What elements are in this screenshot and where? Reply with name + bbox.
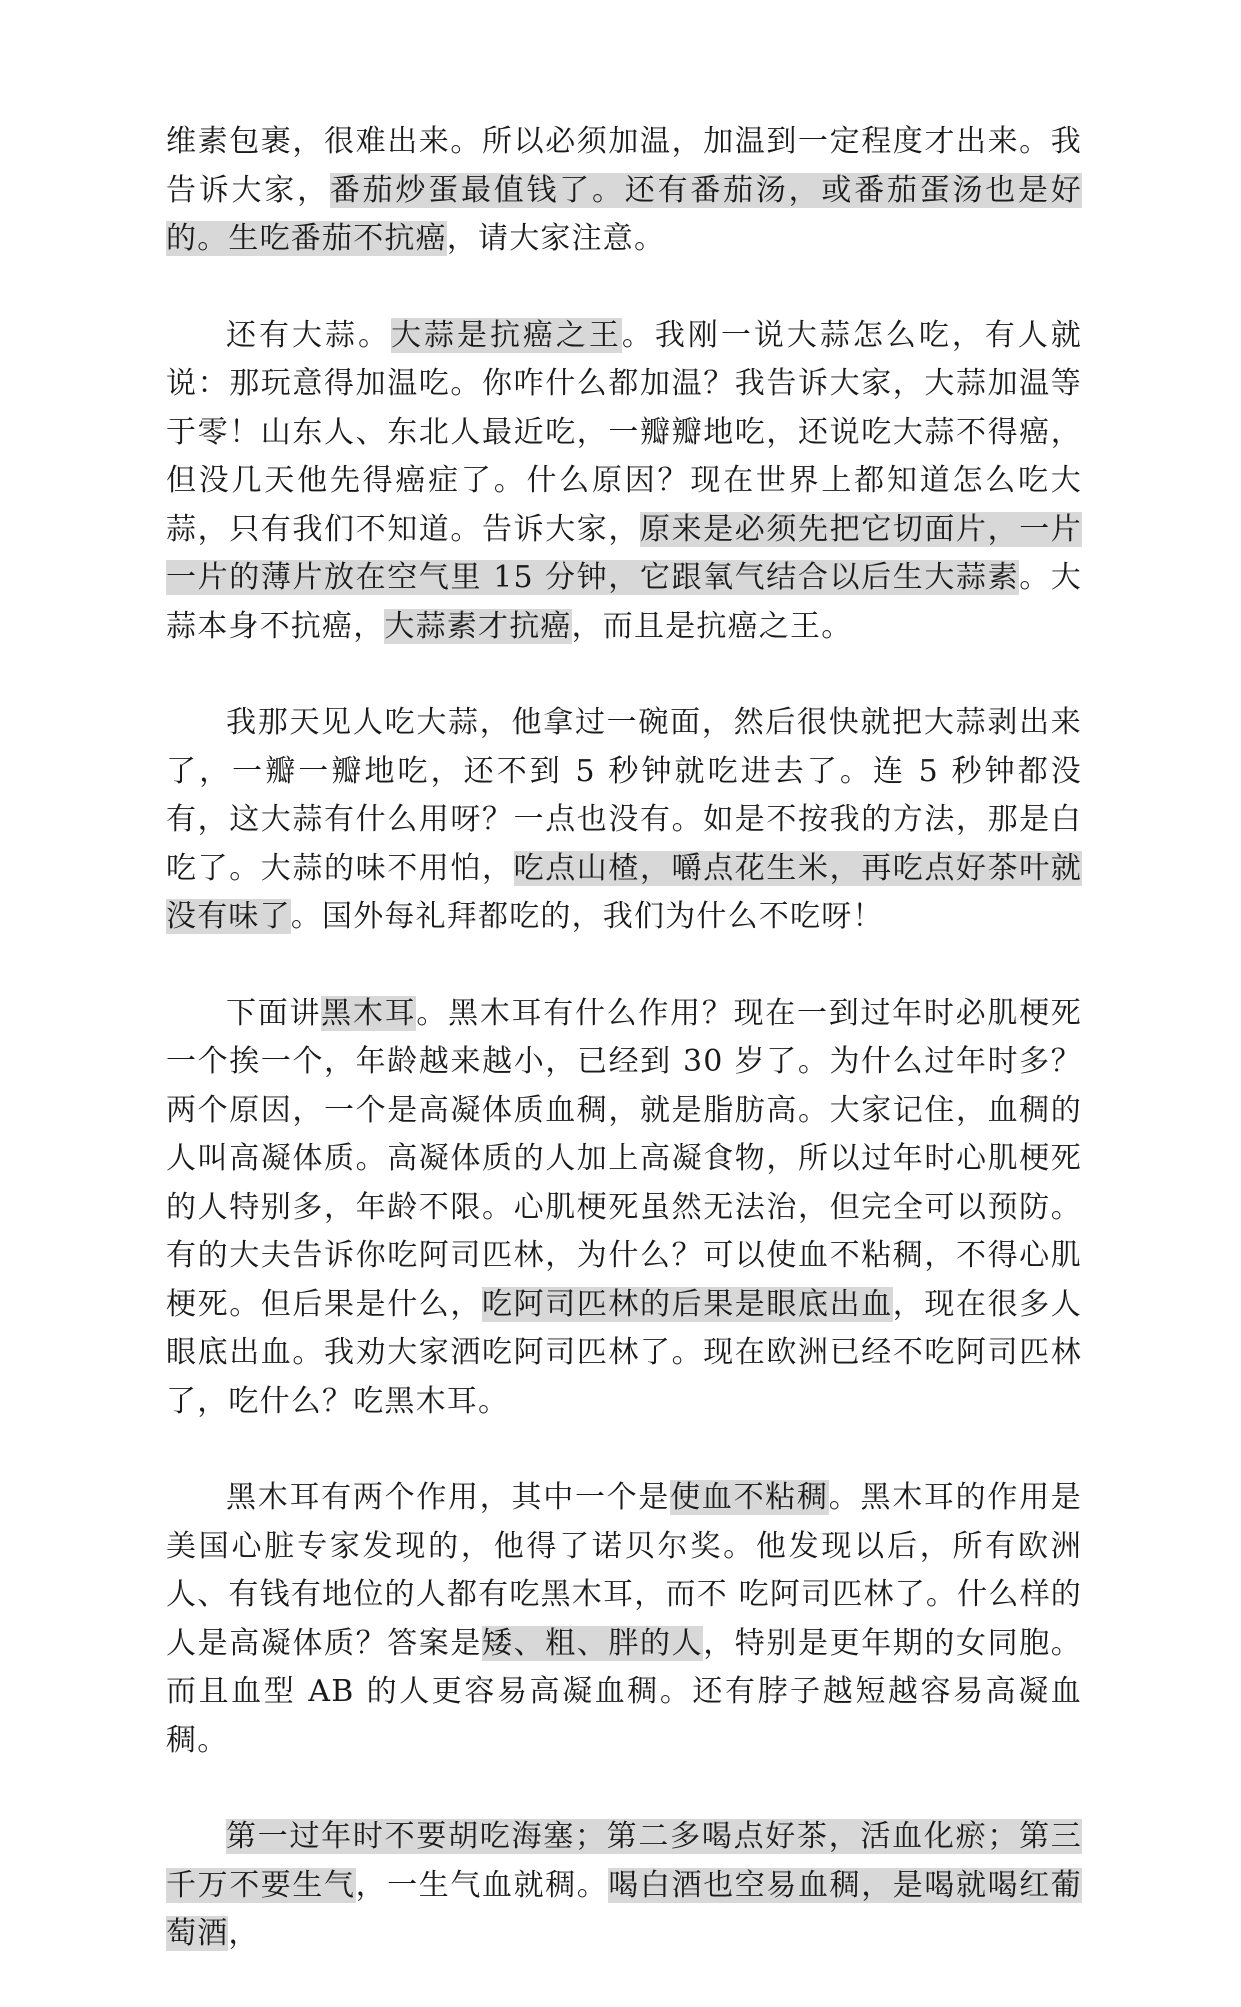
highlighted-text: 黑木耳 (321, 995, 417, 1031)
paragraph-garlic-eating (166, 699, 1082, 942)
paragraph-holiday-advice (166, 1813, 1082, 1959)
highlighted-text: 。还有番茄汤，或番茄蛋汤也是好的。 (166, 172, 1083, 256)
text-run: 。大蒜本身不抗癌， (166, 560, 1082, 644)
highlighted-text: 大蒜是抗癌之王 (390, 317, 622, 353)
text-run: 。黑木耳有什么作用？现在一到过年时必肌梗死一个挨一个，年龄越来越小，已经到 30 岁了。为什么过年时多？两个原因，一个是高凝体质血稠，就是脂肪高。大家记住，血稠的人叫高凝体质。高凝体质的人加上高凝食物，所以过年时心肌梗死的人特别多，年龄不限。心肌梗死虽然无法治，但完全可以预防。有的大夫告诉你吃阿司匹林，为什么？可以使血不粘稠，不得心肌梗死。但后果是什么， (166, 995, 1082, 1322)
text-run: ，而且是抗癌之王。 (571, 608, 853, 644)
paragraph-black-fungus (166, 990, 1082, 1427)
document-page (166, 118, 1082, 2007)
highlighted-text: 喝白酒也空易血稠，是喝就喝红葡萄酒 (166, 1867, 1082, 1951)
text-run: 下面讲 (226, 995, 322, 1031)
text-run: ，一生气血就稠。 (355, 1867, 609, 1903)
highlighted-text: 矮、粗、胖的人 (482, 1625, 704, 1661)
text-run: ，特别是更年期的女同胞。而且血型 AB 的人更容易高凝血稠。还有脖子越短越容易高凝血稠。 (166, 1625, 1082, 1758)
text-run: ，请大家注意。 (446, 221, 666, 256)
text-run: 。黑木耳的作用是美国心脏专家发现的，他得了诺贝尔奖。他发现以后，所有欧洲人、有钱有地位的人都有吃黑木耳，而不 吃阿司匹林了。什么样的人是高凝体质？答案是 (166, 1480, 1083, 1661)
text-run: 黑木耳有两个作用，其中一个是 (226, 1480, 671, 1515)
highlighted-text: 原来是必须先把它切面片，一片一片的薄片放在空气里 15 分钟，它跟氧气结合以后生大蒜素 (166, 511, 1082, 595)
highlighted-text: 第一过年时不要胡吃海塞；第二多喝点好茶，活血化瘀；第三千万不要生气 (166, 1819, 1082, 1903)
highlighted-text: 生吃番茄不抗癌 (228, 221, 447, 256)
text-run: ， (228, 1916, 260, 1951)
highlighted-text: 吃阿司匹林的后果是眼底出血 (482, 1286, 893, 1322)
paragraph-tomato (166, 118, 1082, 264)
highlighted-text: 使血不粘稠 (670, 1480, 829, 1515)
paragraph-black-fungus-effects (166, 1474, 1082, 1765)
text-run: 。国外每礼拜都吃的，我们为什么不吃呀！ (290, 899, 884, 934)
text-run: ，现在很多人眼底出血。我劝大家洒吃阿司匹林了。现在欧洲已经不吃阿司匹林了，吃什么？吃黑木耳。 (166, 1286, 1082, 1419)
highlighted-text: 番茄炒蛋最值钱了 (329, 172, 593, 208)
text-run: 我那天见人吃大蒜，他拿过一碗面，然后很快就把大蒜剥出来了，一瓣一瓣地吃，还不到 5 秒钟就吃进去了。连 5 秒钟都没有，这大蒜有什么用呀？一点也没有。如是不按我的方法，那是白吃了。大蒜的味不用怕， (166, 705, 1082, 886)
highlighted-text: 吃点山楂，嚼点花生米，再吃点好茶叶就没有味了 (166, 850, 1083, 934)
text-run: 维素包裹，很难出来。所以必须加温，加温到一定程度才出来。我告诉大家， (166, 124, 1082, 208)
highlighted-text: 大蒜素才抗癌 (384, 608, 572, 644)
text-run: 。我刚一说大蒜怎么吃，有人就说：那玩意得加温吃。你咋什么都加温？我告诉大家，大蒜加温等于零！山东人、东北人最近吃，一瓣瓣地吃，还说吃大蒜不得癌，但没几天他先得癌症了。什么原因？现在世界上都知道怎么吃大蒜，只有我们不知道。告诉大家， (166, 317, 1083, 547)
paragraph-garlic (166, 312, 1082, 652)
text-run: 还有大蒜。 (226, 317, 391, 353)
